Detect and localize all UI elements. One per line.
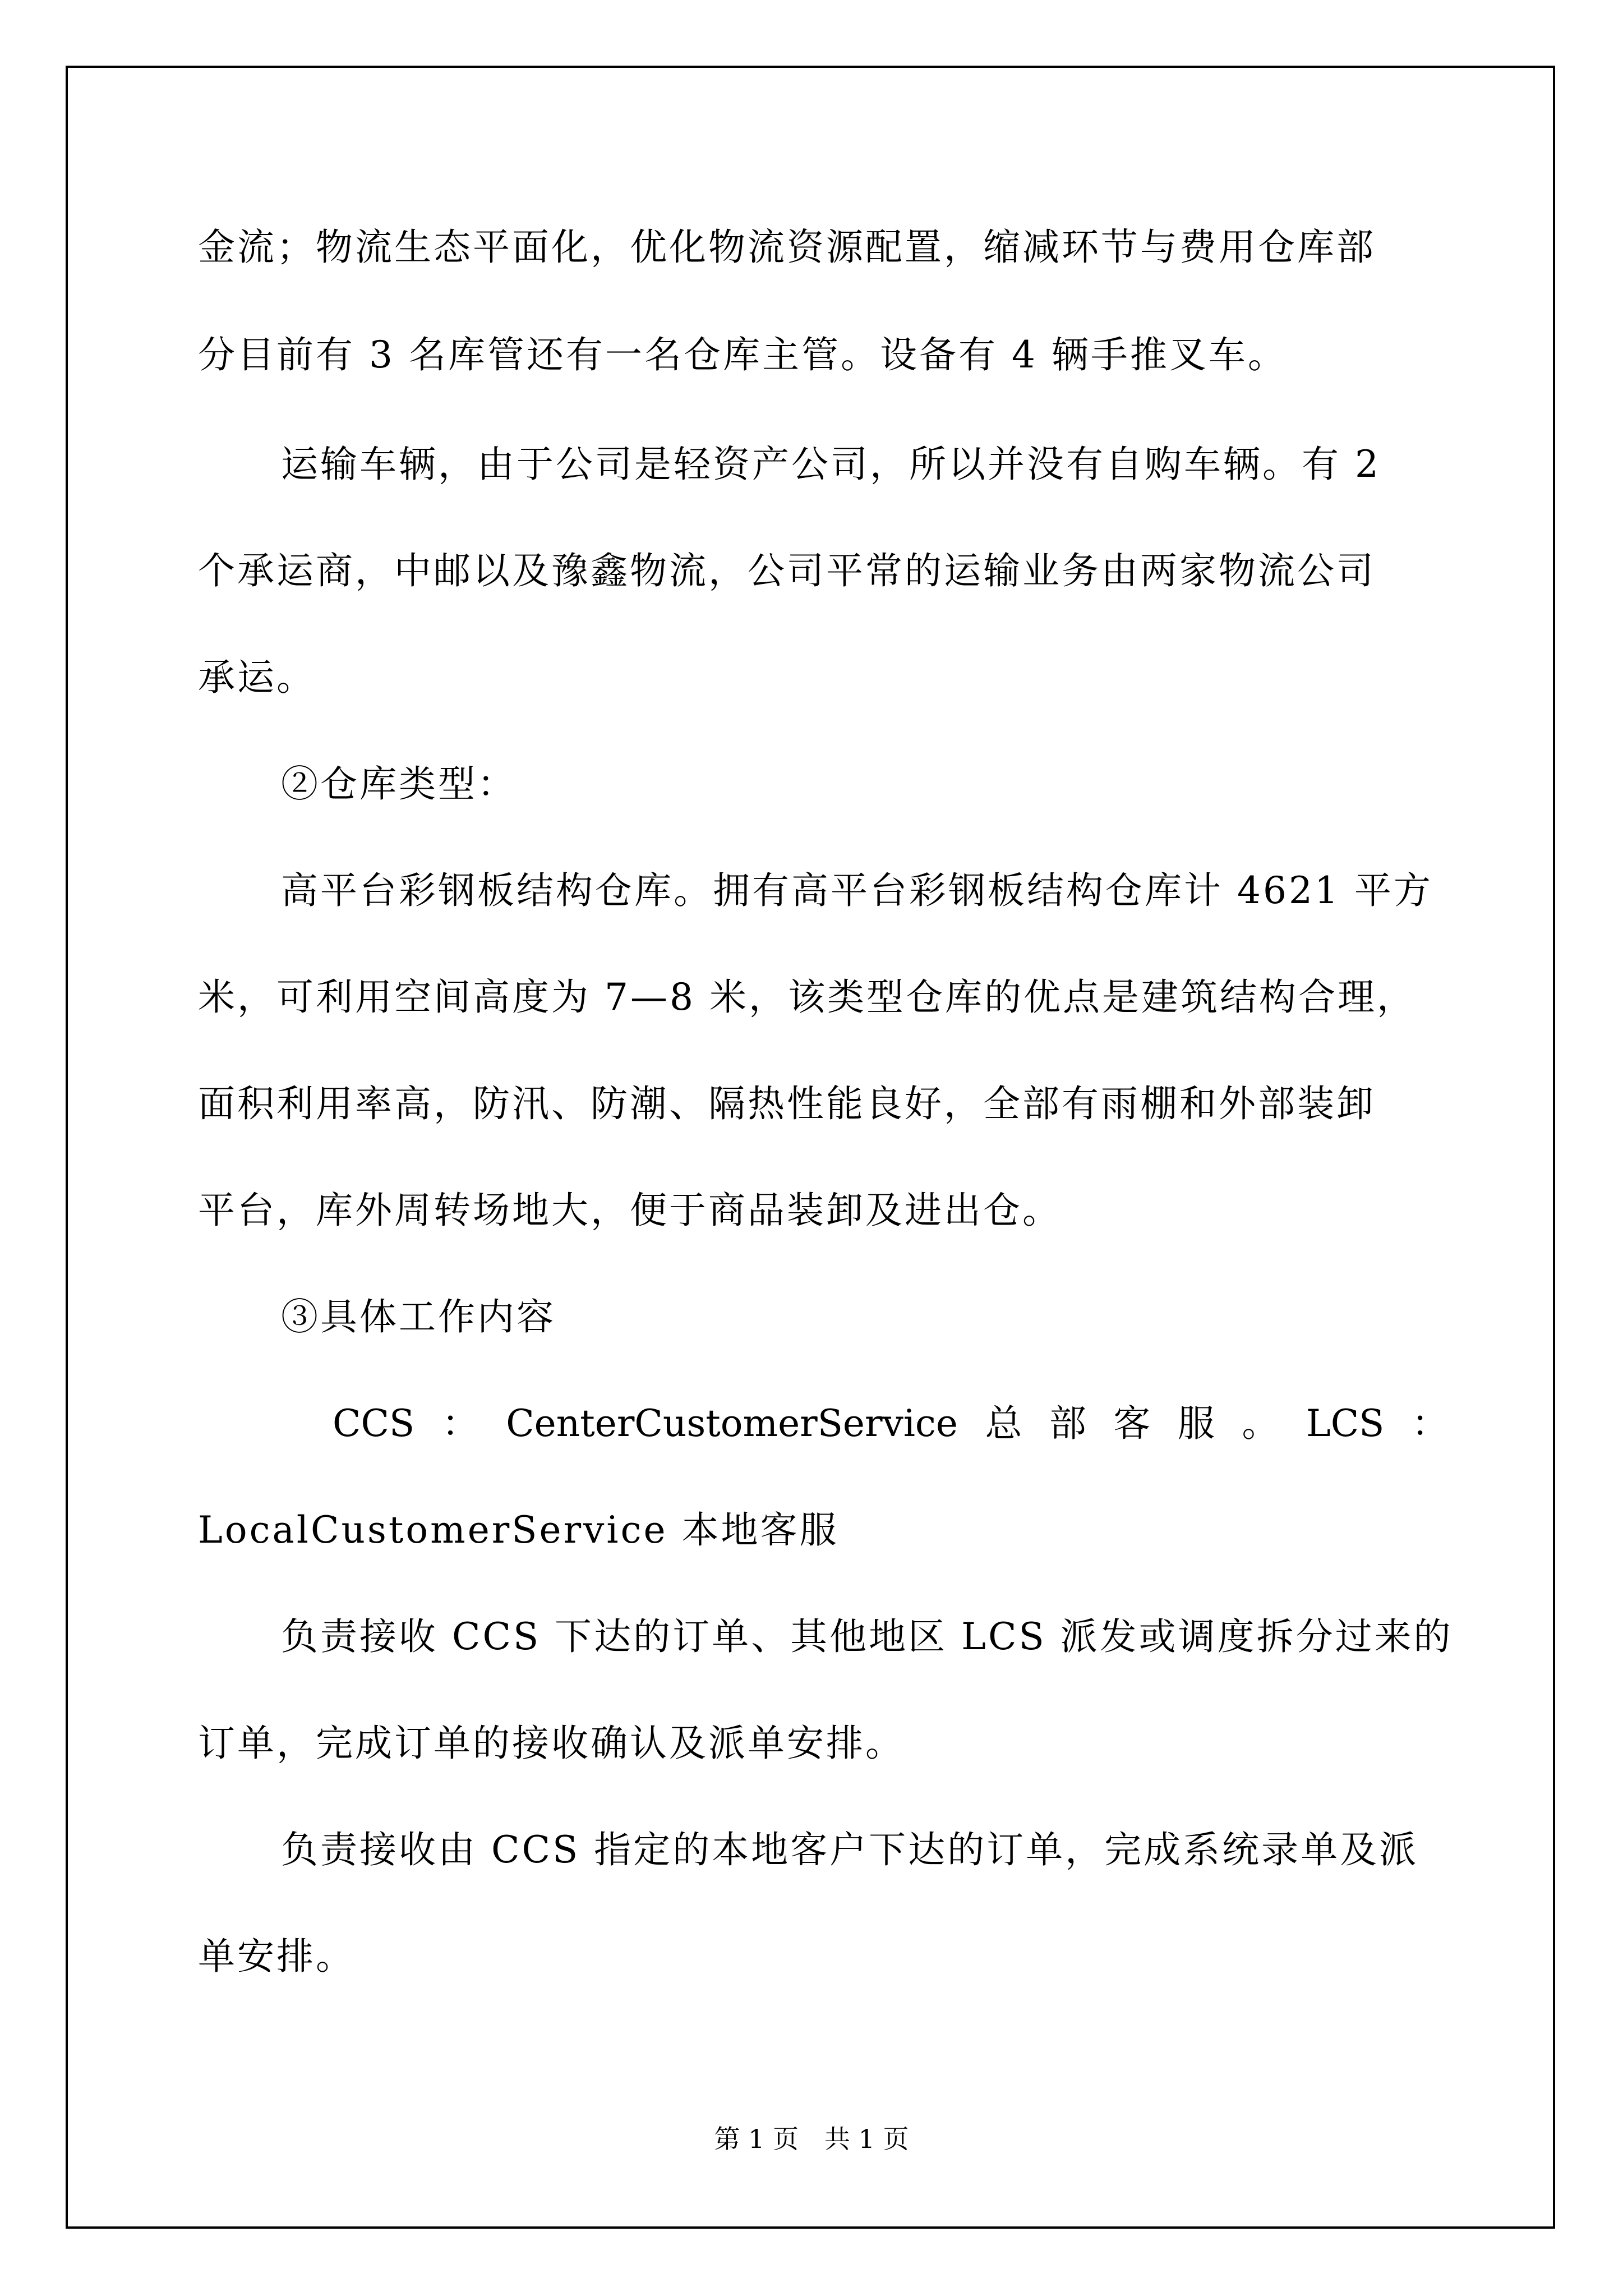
- paragraph-start-line: 高平台彩钢板结构仓库。拥有高平台彩钢板结构仓库计 4621 平方: [281, 869, 1433, 912]
- text-line: 平台，库外周转场地大，便于商品装卸及进出仓。: [198, 1189, 1062, 1232]
- text-line: 承运。: [198, 656, 316, 699]
- section-heading: ②仓库类型：: [281, 762, 517, 806]
- text-fragment: ：: [1411, 1402, 1449, 1445]
- text-fragment: 服: [1177, 1402, 1215, 1445]
- text-line: 金流；物流生态平面化，优化物流资源配置，缩减环节与费用仓库部: [198, 226, 1376, 269]
- paragraph-start-line: 运输车辆，由于公司是轻资产公司，所以并没有自购车辆。有 2: [281, 443, 1381, 486]
- paragraph-start-line: 负责接收 CCS 下达的订单、其他地区 LCS 派发或调度拆分过来的: [281, 1615, 1453, 1658]
- text-line: 单安排。: [198, 1935, 355, 1978]
- text-fragment: 。: [1242, 1402, 1279, 1445]
- page-number-footer: 第 1 页 共 1 页: [714, 2124, 909, 2154]
- section-heading: ③具体工作内容: [281, 1295, 556, 1338]
- text-line: 米，可利用空间高度为 7—8 米，该类型仓库的优点是建筑结构合理，: [198, 976, 1416, 1019]
- text-fragment: CenterCustomerService: [506, 1402, 958, 1445]
- page-border: [66, 66, 1555, 2229]
- text-line: 个承运商，中邮以及豫鑫物流，公司平常的运输业务由两家物流公司: [198, 549, 1376, 592]
- text-fragment: 部: [1049, 1402, 1086, 1445]
- text-line: 面积利用率高，防汛、防潮、隔热性能良好，全部有雨棚和外部装卸: [198, 1082, 1376, 1125]
- text-fragment: 总: [985, 1402, 1022, 1445]
- text-fragment: LCS: [1306, 1402, 1385, 1445]
- text-line: LocalCustomerService 本地客服: [198, 1508, 839, 1552]
- paragraph-start-line: 负责接收由 CCS 指定的本地客户下达的订单，完成系统录单及派: [281, 1828, 1419, 1871]
- text-fragment: CCS: [333, 1402, 415, 1445]
- text-fragment: ：: [441, 1402, 479, 1445]
- justified-line: [333, 1402, 1449, 1445]
- text-fragment: 客: [1113, 1402, 1151, 1445]
- text-line: 订单，完成订单的接收确认及派单安排。: [198, 1722, 905, 1765]
- text-line: 分目前有 3 名库管还有一名仓库主管。设备有 4 辆手推叉车。: [198, 333, 1287, 376]
